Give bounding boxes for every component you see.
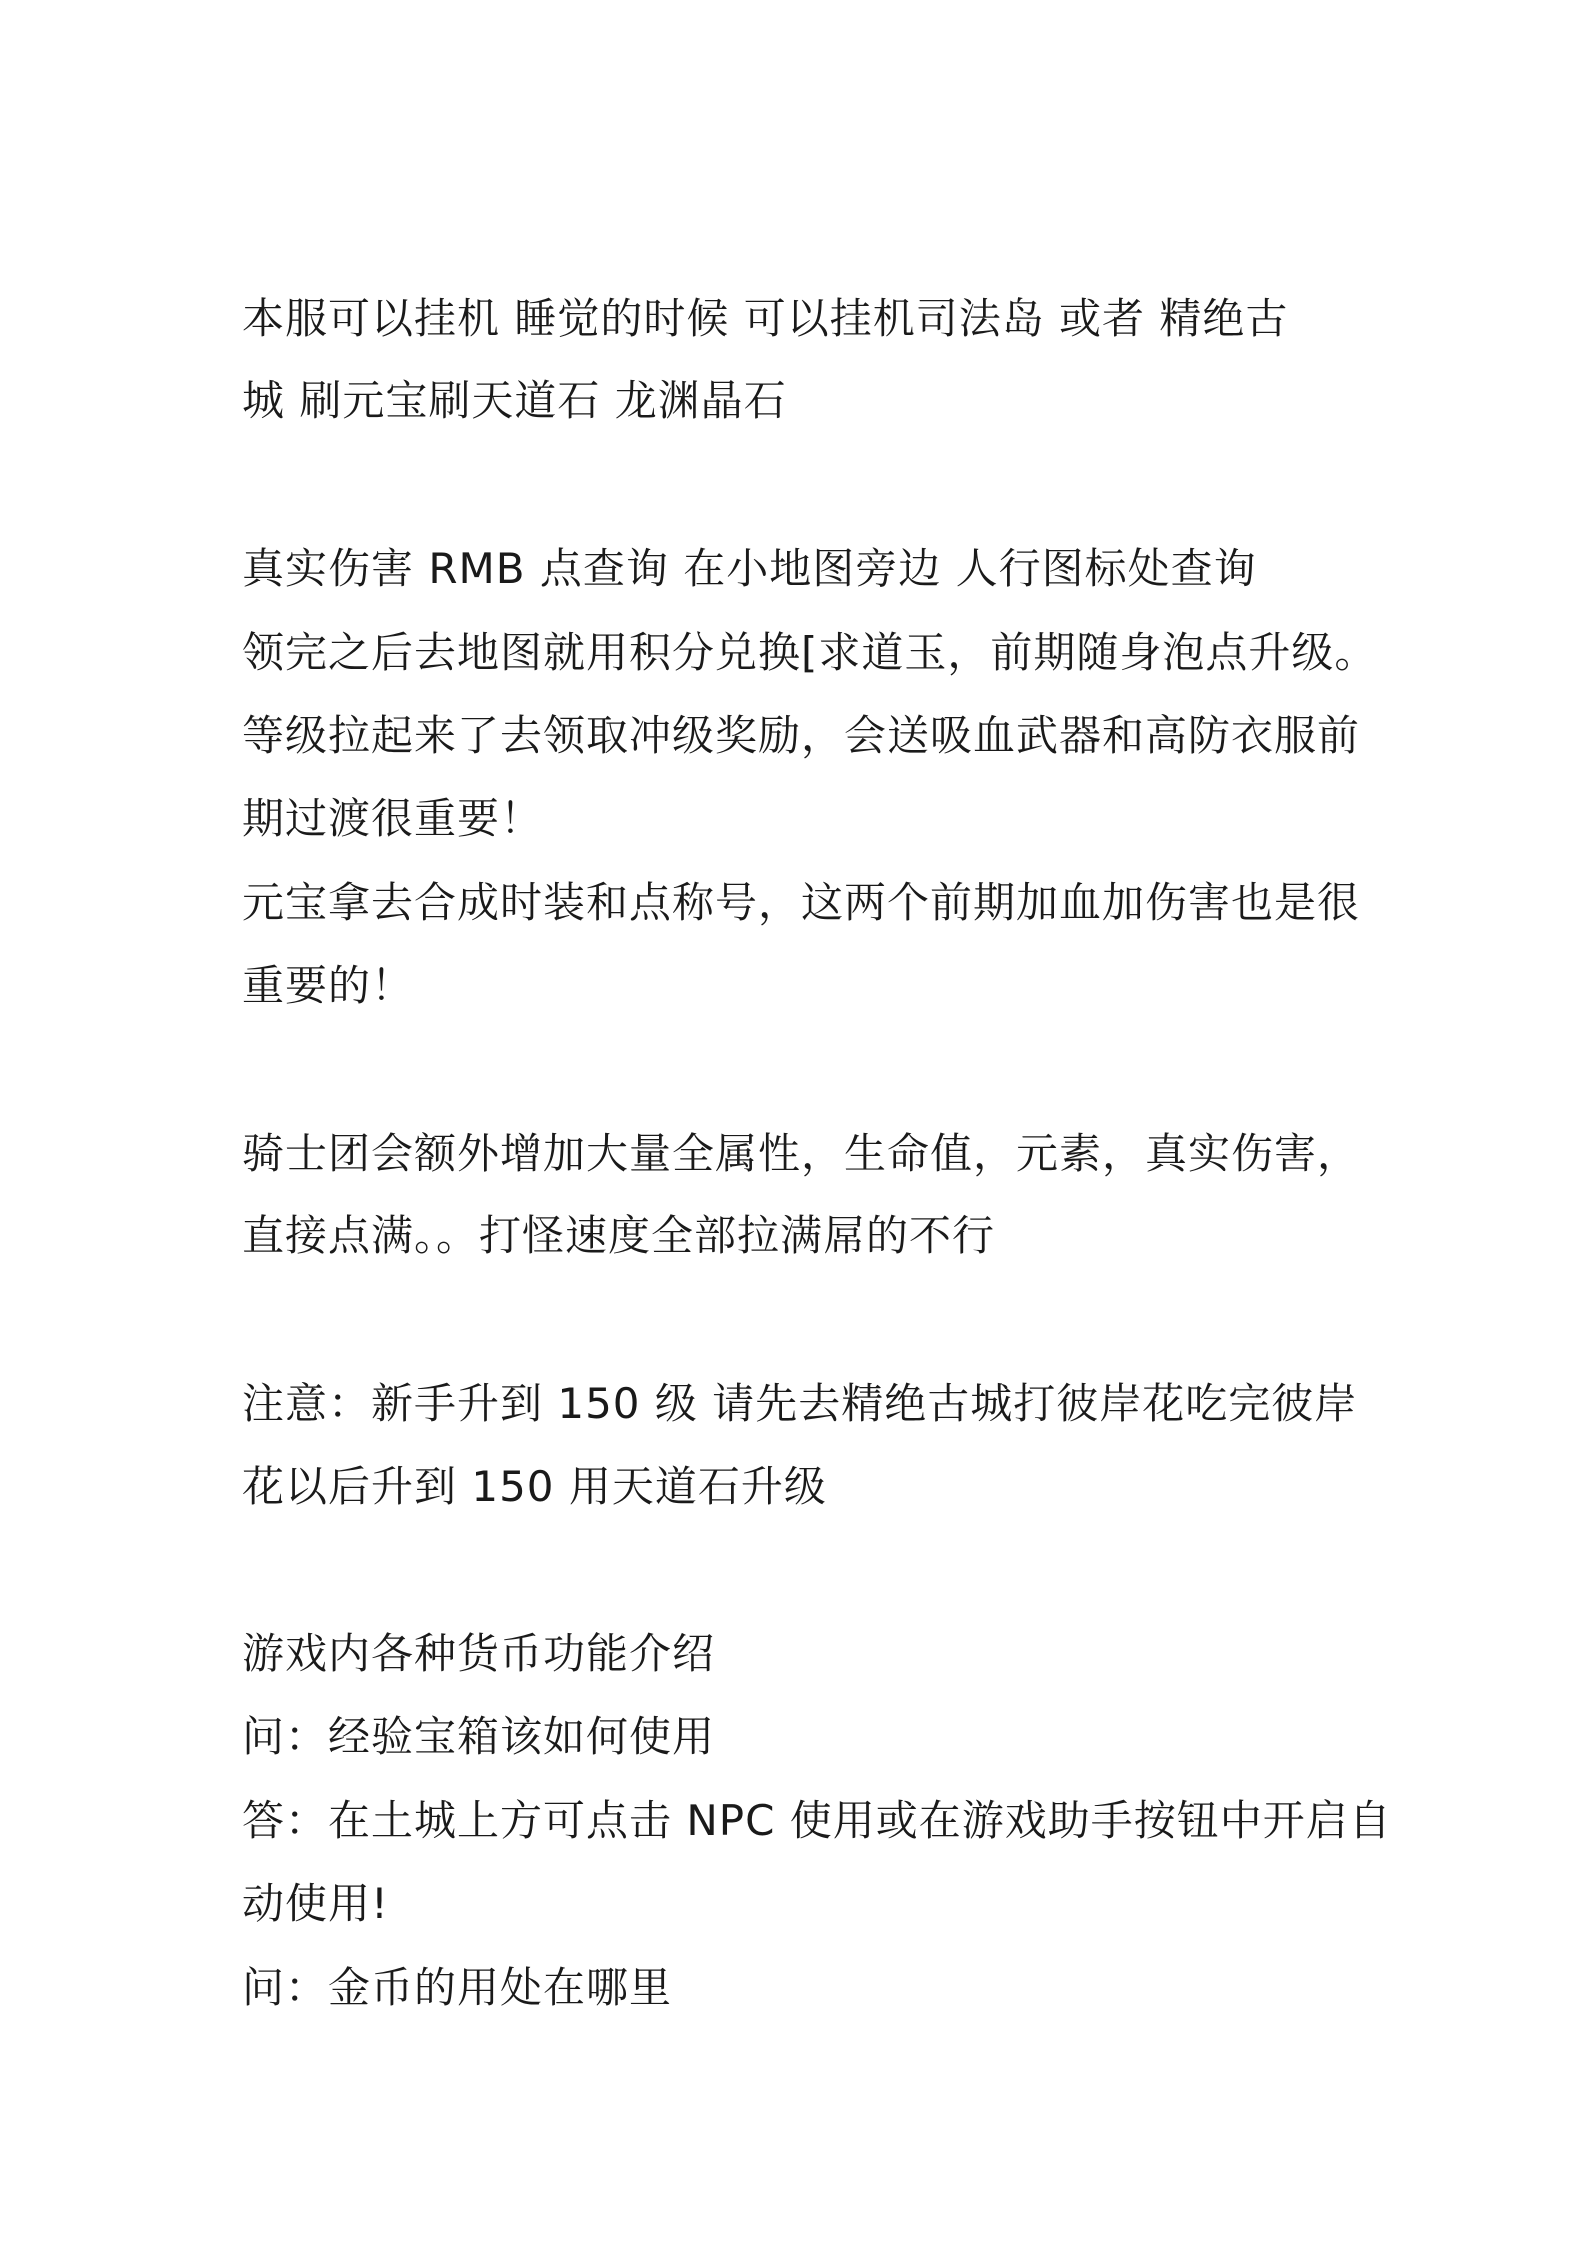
text-line: 本服可以挂机 睡觉的时候 可以挂机司法岛 或者 精绝古	[242, 294, 1289, 343]
text-line: 问：金币的用处在哪里	[242, 1963, 673, 2012]
text-line: 答：在土城上方可点击 NPC 使用或在游戏助手按钮中开启自	[242, 1796, 1392, 1845]
text-line: 注意：新手升到 150 级 请先去精绝古城打彼岸花吃完彼岸	[242, 1379, 1358, 1428]
text-line: 期过渡很重要！	[242, 794, 544, 843]
text-line: 领完之后去地图就用积分兑换[求道玉，前期随身泡点升级。	[242, 628, 1378, 677]
text-line: 等级拉起来了去领取冲级奖励，会送吸血武器和高防衣服前	[242, 711, 1361, 760]
text-line: 动使用!	[242, 1879, 389, 1928]
text-line: 骑士团会额外增加大量全属性，生命值，元素，真实伤害，	[242, 1129, 1361, 1178]
text-line: 重要的！	[242, 961, 415, 1010]
text-line: 问：经验宝箱该如何使用	[242, 1712, 716, 1761]
section-heading: 游戏内各种货币功能介绍	[242, 1629, 716, 1678]
text-line: 元宝拿去合成时装和点称号，这两个前期加血加伤害也是很	[242, 878, 1361, 927]
text-line: 花以后升到 150 用天道石升级	[242, 1462, 827, 1511]
text-line: 直接点满。。打怪速度全部拉满屌的不行	[242, 1211, 996, 1260]
text-line: 城 刷元宝刷天道石 龙渊晶石	[242, 376, 787, 425]
text-line: 真实伤害 RMB 点查询 在小地图旁边 人行图标处查询	[242, 544, 1257, 593]
